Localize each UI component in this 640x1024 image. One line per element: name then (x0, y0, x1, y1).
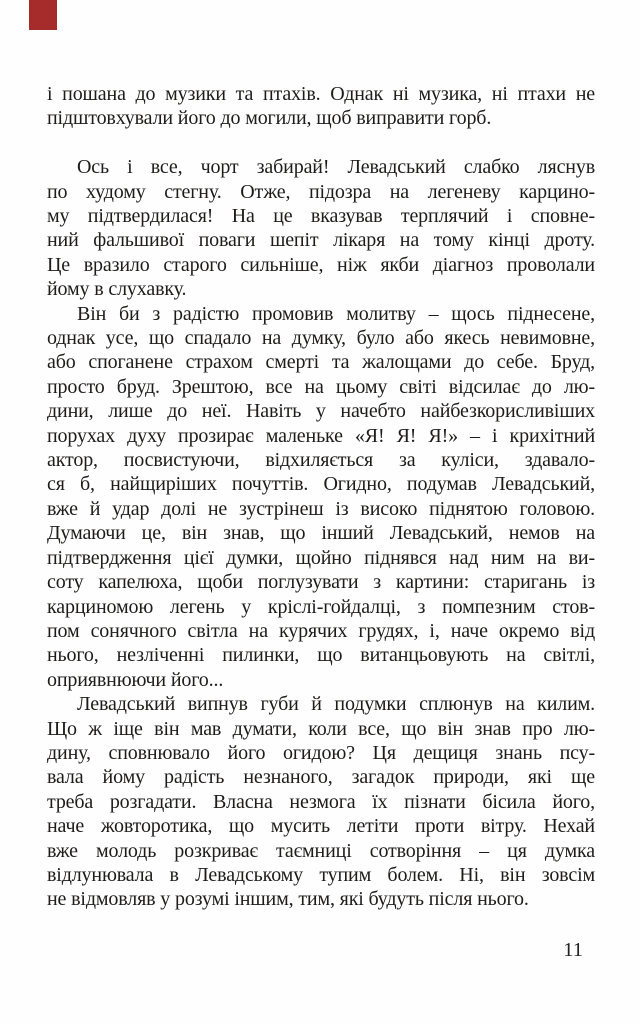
text-line: підтвердження цієї думки, щойно піднявся над ним на ви- (47, 546, 595, 569)
text-line: наче жовторотика, що мусить летіти проти вітру. Нехай (47, 815, 595, 838)
text-line: соту капелюха, щоби поглузувати з картини: старигань із (47, 571, 595, 594)
paragraph (47, 302, 595, 693)
text-line: ний фальшивої поваги шепіт лікаря на тому кінці дроту. (47, 229, 595, 252)
text-line: пом сонячного світла на курячих грудях, і, наче окремо від (47, 619, 595, 642)
text-line: нього, незліченні пилинки, що витанцьовують на світлі, (47, 644, 595, 667)
text-line: Думаючи це, він знав, що інший Левадський, немов на (47, 522, 595, 545)
text-line: карциномою легень у кріслі-гойдалці, з помпезним стов- (47, 595, 595, 618)
text-line: Це вразило старого сильніше, ніж якби діагноз проволали (47, 253, 595, 276)
text-line: вже й удар долі не зустрінеш із високо піднятою головою. (47, 497, 595, 520)
text-line: просто бруд. Зрештою, все на цьому світі відсилає до лю- (47, 375, 595, 398)
text-line: актор, посвистуючи, відхиляється за куліси, здавало- (47, 449, 595, 472)
text-line: Він би з радістю промовив молитву – щось піднесене, (77, 302, 595, 325)
paragraph (47, 692, 595, 912)
text-line: дини, лише до неї. Навіть у начебто найбезкорисливіших (47, 400, 595, 423)
paragraph (47, 155, 595, 301)
text-line: не відмовляв у розумі іншим, тим, які будуть після нього. (47, 888, 529, 911)
text-line: Що ж іще він мав думати, коли все, що він знав про лю- (47, 717, 595, 740)
text-line: підштовхували його до могили, щоб виправити горб. (47, 107, 492, 130)
text-line: Ось і все, чорт забирай! Левадський слабко ляснув (77, 156, 595, 179)
page-text (47, 82, 595, 912)
text-line: треба розгадати. Власна незмога їх пізнати бісила його, (47, 790, 595, 813)
text-line: дину, сповнювало його огидою? Ця дещиця знань псу- (47, 741, 595, 764)
text-line: і пошана до музики та птахів. Однак ні музика, ні птахи не (47, 83, 595, 105)
text-line: або споганене страхом смерті та жалощами до себе. Бруд, (47, 351, 595, 374)
text-line: по худому стегну. Отже, підозра на легеневу карцино- (47, 180, 595, 203)
page-number: 11 (563, 939, 583, 961)
bookmark-ribbon-icon[interactable] (29, 0, 57, 30)
text-line: ся б, найщиріших почуттів. Огидно, подумав Левадський, (47, 473, 595, 496)
text-line: вала йому радість незнаного, загадок природи, які ще (47, 766, 595, 789)
text-line: оприявнюючи його... (47, 668, 224, 691)
text-line: порухах духу прозирає маленьке «Я! Я! Я!» – і крихітний (47, 424, 595, 447)
text-line: йому в слухавку. (47, 278, 187, 301)
text-line: однак усе, що спадало на думку, було або якесь невимовне, (47, 327, 595, 350)
text-line: му підтвердилася! На це вказував терплячий і сповне- (47, 205, 595, 228)
paragraph (47, 82, 595, 131)
text-line: Левадський випнув губи й подумки сплюнув на килим. (77, 693, 595, 716)
text-line: відлунювала в Левадському тупим болем. Ні, він зовсім (47, 863, 595, 886)
text-line: вже молодь розкриває таємниці сотворіння – ця думка (47, 839, 595, 862)
